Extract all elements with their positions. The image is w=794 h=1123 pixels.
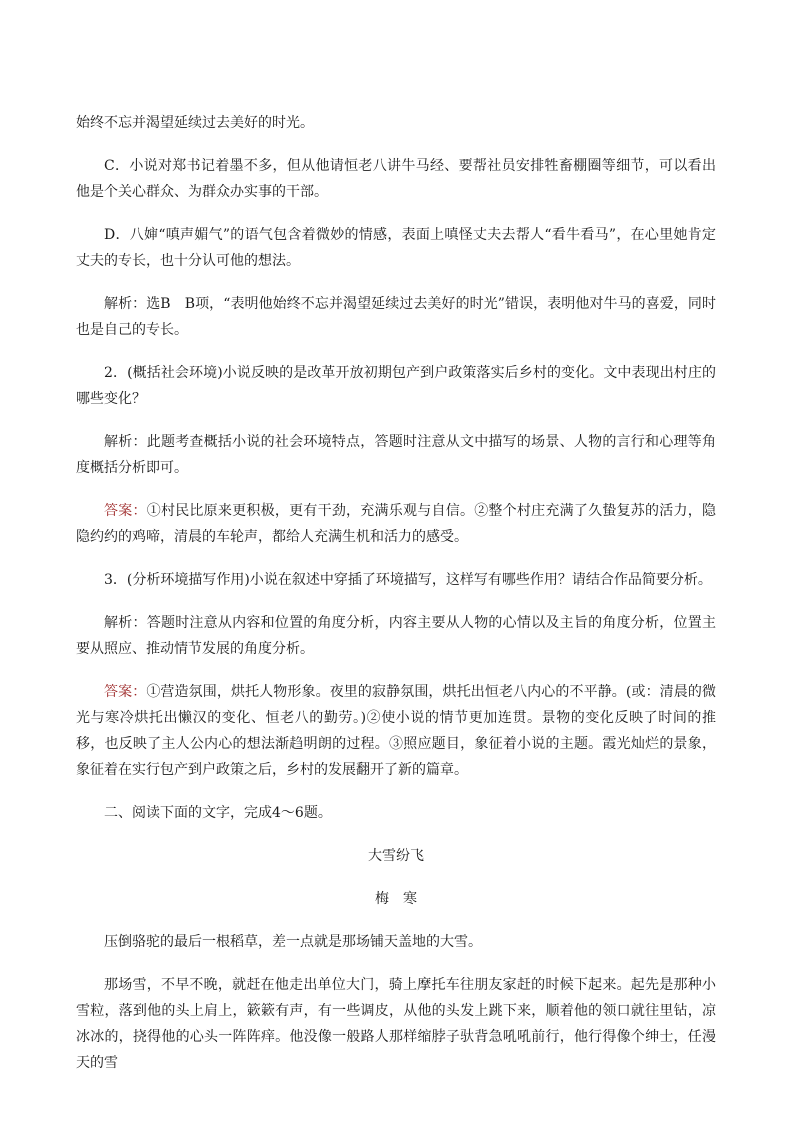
option-c: C．小说对郑书记着墨不多，但从他请恒老八讲牛马经、要帮社员安排牲畜棚圈等细节，可以看出他是个关心群众、为群众办实事的干部。 xyxy=(76,158,716,200)
article-author: 梅 寒 xyxy=(375,891,417,907)
article-title: 大雪纷飞 xyxy=(368,848,424,864)
article-paragraph: 那场雪，不早不晚，就赶在他走出单位大门，骑上摩托车往朋友家赶的时候下起来。起先是那种小雪粒，落到他的头上肩上，簌簌有声，有一些调皮，从他的头发上跳下来，顺着他的领口就往里钻，凉冰冰的，挠得他的心头一阵阵痒。他没像一般路人那样缩脖子驮背急吼吼前行，他行得像个绅士，任漫天的雪 xyxy=(76,977,716,1071)
question-3: 3．(分析环境描写作用)小说在叙述中穿插了环境描写，这样写有哪些作用？请结合作品简要分析。 xyxy=(104,572,712,588)
answer-text: ①营造氛围，烘托人物形象。夜里的寂静氛围，烘托出恒老八内心的不平静。(或：清晨的微光与寒冷烘托出懒汉的变化、恒老八的勤劳。)②使小说的情节更加连贯。景物的变化反映了时间的推移，也反映了主人公内心的想法渐趋明朗的过程。③照应题目，象征着小说的主题。霞光灿烂的景象，象征着在实行包产到户政策之后，乡村的发展翻开了新的篇章。 xyxy=(76,684,717,778)
article-paragraph: 压倒骆驼的最后一根稻草，差一点就是那场铺天盖地的大雪。 xyxy=(104,934,482,950)
analysis-3: 解析：答题时注意从内容和位置的角度分析，内容主要从人物的心情以及主旨的角度分析，位置主要从照应、推动情节发展的角度分析。 xyxy=(76,615,716,657)
answer-label: 答案： xyxy=(104,503,147,519)
answer-3 xyxy=(76,679,716,783)
analysis-1: 解析：选B B项，“表明他始终不忘并渴望延续过去美好的时光”错误，表明他对牛马的喜爱，同时也是自己的专长。 xyxy=(76,296,716,338)
option-d: D．八婶“嗔声媚气”的语气包含着微妙的情感，表面上嗔怪丈夫去帮人“看牛看马”，在心里她肯定丈夫的专长，也十分认可他的想法。 xyxy=(76,227,716,269)
paragraph-continuation: 始终不忘并渴望延续过去美好的时光。 xyxy=(76,115,314,131)
section-heading: 二、阅读下面的文字，完成4～6题。 xyxy=(104,805,332,821)
answer-label: 答案： xyxy=(104,684,147,700)
analysis-2: 解析：此题考查概括小说的社会环境特点，答题时注意从文中描写的场景、人物的言行和心理等角度概括分析即可。 xyxy=(76,434,716,476)
answer-2 xyxy=(76,498,716,550)
question-2: 2．(概括社会环境)小说反映的是改革开放初期包产到户政策落实后乡村的变化。文中表现出村庄的哪些变化？ xyxy=(76,365,716,407)
answer-text: ①村民比原来更积极，更有干劲，充满乐观与自信。②整个村庄充满了久蛰复苏的活力，隐隐约约的鸡啼，清晨的车轮声，都给人充满生机和活力的感受。 xyxy=(76,503,717,545)
